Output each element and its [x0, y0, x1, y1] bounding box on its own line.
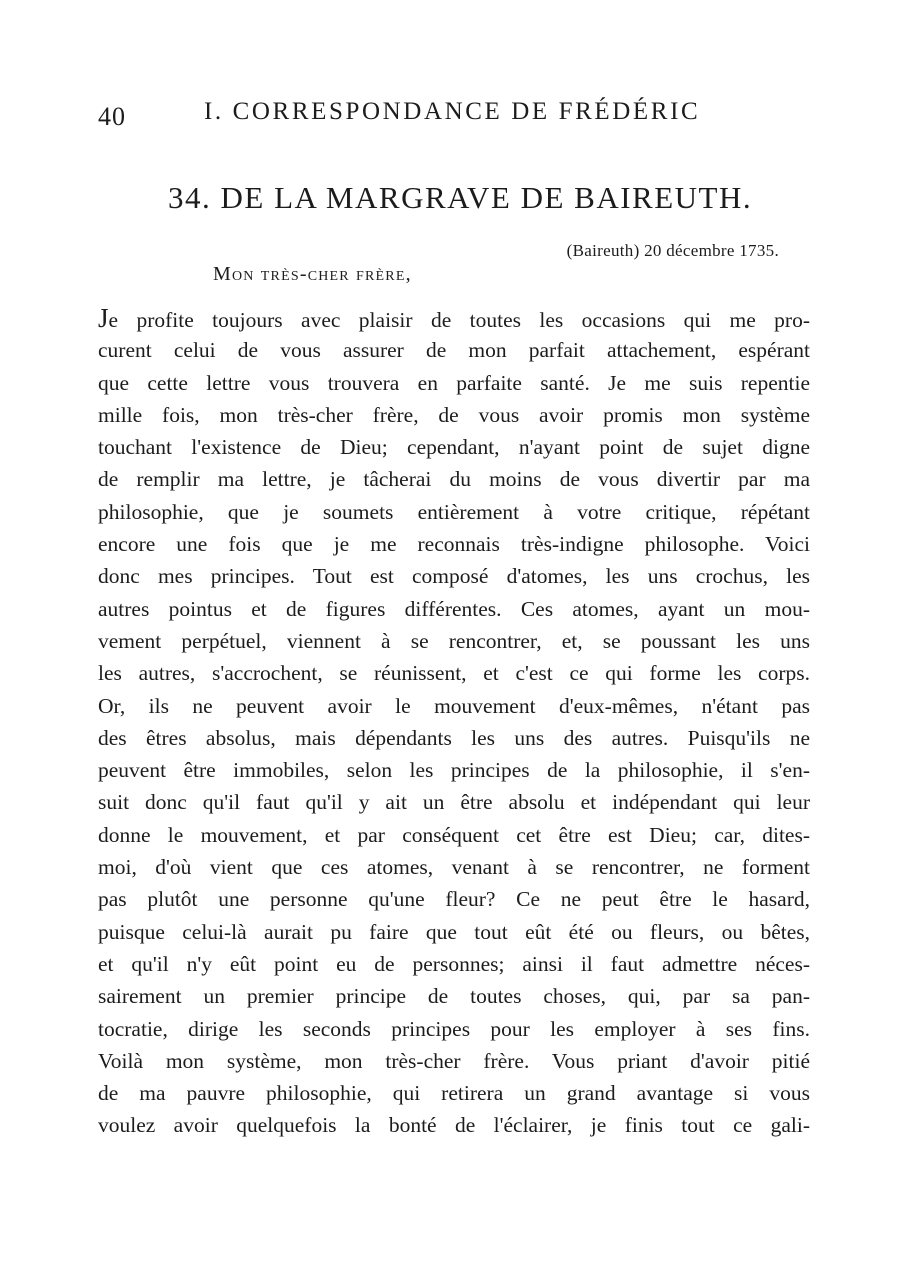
- text-line: tocratie, dirige les seconds principes pour les employer à ses fins.: [98, 1016, 810, 1041]
- text-line: [98, 302, 810, 334]
- text-line: puisque celui-là aurait pu faire que tout eût été ou fleurs, ou bêtes,: [98, 919, 810, 944]
- text-line: donc mes principes. Tout est composé d'atomes, les uns crochus, les: [98, 564, 810, 589]
- dateline: (Baireuth) 20 décembre 1735.: [566, 241, 779, 260]
- text-line: encore une fois que je me reconnais très-indigne philosophe. Voici: [98, 532, 810, 557]
- text-line: moi, d'où vient que ces atomes, venant à se rencontrer, ne forment: [98, 855, 810, 880]
- text-line: donne le mouvement, et par conséquent cet être est Dieu; car, dites-: [98, 822, 810, 847]
- text-line: touchant l'existence de Dieu; cependant, n'ayant point de sujet digne: [98, 435, 810, 460]
- text-line: voulez avoir quelquefois la bonté de l'éclairer, je finis tout ce gali-: [98, 1113, 810, 1138]
- text-line: de ma pauvre philosophie, qui retirera un grand avantage si vous: [98, 1081, 810, 1106]
- running-title: I. CORRESPONDANCE DE FRÉDÉRIC: [204, 98, 701, 125]
- text-line: mille fois, mon très-cher frère, de vous avoir promis mon système: [98, 402, 810, 427]
- running-head: [98, 96, 718, 130]
- text-line: suit donc qu'il faut qu'il y ait un être absolu et indépendant qui leur: [98, 790, 810, 815]
- text-line: sairement un premier principe de toutes choses, qui, par sa pan-: [98, 984, 810, 1009]
- text-line: Or, ils ne peuvent avoir le mouvement d'eux-mêmes, n'étant pas: [98, 693, 810, 718]
- text-line: les autres, s'accrochent, se réunissent, et c'est ce qui forme les corps.: [98, 661, 810, 686]
- page-number: 40: [98, 102, 126, 131]
- text-line: et qu'il n'y eût point eu de personnes; ainsi il faut admettre néces-: [98, 951, 810, 976]
- letter-body: [98, 302, 810, 1142]
- text-line: pas plutôt une personne qu'une fleur? Ce ne peut être le hasard,: [98, 887, 810, 912]
- text-line: que cette lettre vous trouvera en parfaite santé. Je me suis repentie: [98, 370, 810, 395]
- salutation: Mon très-cher frère,: [213, 263, 412, 285]
- letter-heading: 34. DE LA MARGRAVE DE BAIREUTH.: [168, 180, 753, 215]
- text-line: philosophie, que je soumets entièrement à votre critique, répétant: [98, 499, 810, 524]
- text-line: des êtres absolus, mais dépendants les uns des autres. Puisqu'ils ne: [98, 725, 810, 750]
- text-line: peuvent être immobiles, selon les principes de la philosophie, il s'en-: [98, 758, 810, 783]
- text-line: curent celui de vous assurer de mon parfait attachement, espérant: [98, 338, 810, 363]
- initial-letter: J: [98, 303, 109, 333]
- text-line: Voilà mon système, mon très-cher frère. Vous priant d'avoir pitié: [98, 1048, 810, 1073]
- text-line: autres pointus et de figures différentes. Ces atomes, ayant un mou-: [98, 596, 810, 621]
- text-line: vement perpétuel, viennent à se rencontrer, et, se poussant les uns: [98, 628, 810, 653]
- text-line-content: e profite toujours avec plaisir de toutes les occasions qui me pro-: [108, 308, 810, 332]
- text-line: de remplir ma lettre, je tâcherai du moins de vous divertir par ma: [98, 467, 810, 492]
